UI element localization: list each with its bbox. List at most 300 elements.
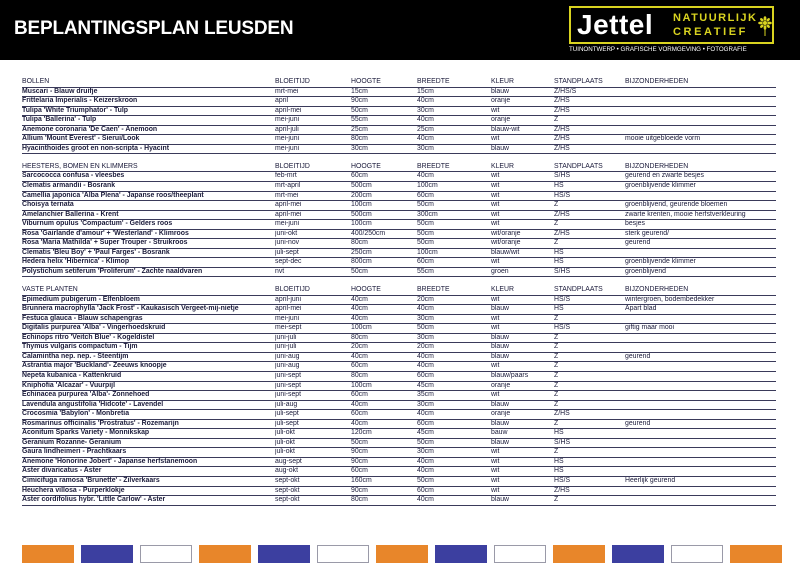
table-row bbox=[22, 296, 776, 306]
cell-height: 120cm bbox=[351, 429, 372, 437]
section-header-row bbox=[22, 78, 776, 88]
cell-height: 40cm bbox=[351, 305, 368, 313]
cell-notes: Apart blad bbox=[625, 305, 657, 313]
cell-notes: besjes bbox=[625, 220, 645, 228]
color-swatch bbox=[435, 545, 487, 563]
column-header-width: BREEDTE bbox=[417, 286, 450, 294]
cell-bloom-time: sept-okt bbox=[275, 486, 300, 494]
cell-color: blauw bbox=[491, 343, 510, 351]
cell-width: 45cm bbox=[417, 381, 434, 389]
column-header-height: HOOGTE bbox=[351, 162, 381, 170]
table-row bbox=[22, 401, 776, 411]
column-header-notes: BIJZONDERHEDEN bbox=[625, 78, 689, 85]
cell-bloom-time: mei-juni bbox=[275, 220, 300, 228]
cell-width: 60cm bbox=[417, 258, 434, 266]
cell-location: Z bbox=[554, 220, 559, 228]
table-row bbox=[22, 382, 776, 392]
cell-color: wit bbox=[491, 314, 500, 322]
cell-bloom-time: juli-sept bbox=[275, 419, 299, 427]
cell-bloom-time: aug-okt bbox=[275, 467, 298, 475]
cell-notes: geurend en zwarte besjes bbox=[625, 172, 704, 180]
cell-width: 60cm bbox=[417, 371, 434, 379]
table-row bbox=[22, 496, 776, 506]
column-header-height: HOOGTE bbox=[351, 78, 381, 85]
cell-location: Z/HS bbox=[554, 125, 570, 133]
cell-plant-name: Epimedium pubigerum - Elfenbloem bbox=[22, 295, 140, 303]
color-swatch bbox=[730, 545, 782, 563]
cell-location: S/HS bbox=[554, 172, 571, 180]
cell-location: Z/HS bbox=[554, 210, 570, 218]
table-row bbox=[22, 88, 776, 98]
cell-color: wit bbox=[491, 135, 500, 143]
cell-height: 60cm bbox=[351, 410, 368, 418]
cell-location: Z/HS bbox=[554, 486, 570, 494]
cell-width: 300cm bbox=[417, 210, 438, 218]
color-swatch bbox=[81, 545, 133, 563]
cell-location: Z bbox=[554, 362, 559, 370]
cell-notes: Heerlijk geurend bbox=[625, 476, 676, 484]
cell-height: 50cm bbox=[351, 106, 368, 114]
cell-notes: geurend bbox=[625, 352, 651, 360]
cell-color: oranje bbox=[491, 97, 511, 105]
cell-plant-name: Hedera helix 'Hibernica' - Klimop bbox=[22, 258, 130, 266]
cell-width: 40cm bbox=[417, 172, 434, 180]
cell-bloom-time: juli-sept bbox=[275, 248, 299, 256]
cell-location: Z/HS bbox=[554, 106, 570, 114]
color-swatch bbox=[199, 545, 251, 563]
cell-height: 40cm bbox=[351, 419, 368, 427]
cell-location: Z bbox=[554, 314, 559, 322]
table-row bbox=[22, 172, 776, 182]
logo-frame bbox=[569, 6, 774, 44]
section-spacer bbox=[22, 154, 776, 163]
cell-bloom-time: nvt bbox=[275, 267, 285, 275]
cell-height: 80cm bbox=[351, 239, 368, 247]
cell-location: Z bbox=[554, 333, 559, 341]
cell-notes: groenblijvend, geurende bloemen bbox=[625, 201, 728, 209]
cell-plant-name: Clematis armandii - Bosrank bbox=[22, 182, 116, 190]
table-row bbox=[22, 201, 776, 211]
cell-bloom-time: juni-sept bbox=[275, 371, 302, 379]
cell-color: wit bbox=[491, 467, 500, 475]
cell-location: HS/S bbox=[554, 295, 571, 303]
table-row bbox=[22, 448, 776, 458]
cell-color: blauw bbox=[491, 87, 510, 95]
cell-height: 160cm bbox=[351, 476, 372, 484]
cell-color: wit bbox=[491, 106, 500, 114]
cell-plant-name: Muscari - Blauw druifje bbox=[22, 87, 98, 95]
cell-location: Z/HS/S bbox=[554, 87, 577, 95]
cell-plant-name: Festuca glauca - Blauw schapengras bbox=[22, 314, 143, 322]
cell-color: blauw bbox=[491, 352, 510, 360]
cell-bloom-time: juli-aug bbox=[275, 400, 298, 408]
cell-width: 40cm bbox=[417, 410, 434, 418]
column-header-bloom-time: BLOEITIJD bbox=[275, 286, 310, 294]
cell-height: 90cm bbox=[351, 486, 368, 494]
cell-width: 35cm bbox=[417, 391, 434, 399]
page-title: BEPLANTINGSPLAN LEUSDEN bbox=[14, 18, 294, 39]
cell-height: 100cm bbox=[351, 201, 372, 209]
cell-width: 15cm bbox=[417, 87, 434, 95]
column-header-color: KLEUR bbox=[491, 78, 514, 85]
cell-height: 20cm bbox=[351, 343, 368, 351]
cell-width: 40cm bbox=[417, 352, 434, 360]
cell-location: Z bbox=[554, 201, 559, 209]
table-row bbox=[22, 107, 776, 117]
cell-plant-name: Gaura lindheimeri - Prachtkaars bbox=[22, 448, 127, 456]
cell-location: Z bbox=[554, 400, 559, 408]
cell-height: 100cm bbox=[351, 381, 372, 389]
cell-location: HS bbox=[554, 248, 564, 256]
cell-bloom-time: sept-okt bbox=[275, 496, 300, 504]
cell-color: wit bbox=[491, 191, 500, 199]
cell-width: 25cm bbox=[417, 125, 434, 133]
cell-plant-name: Aconitum Sparks Variety - Monnikskap bbox=[22, 429, 150, 437]
cell-location: HS/S bbox=[554, 324, 571, 332]
table-row bbox=[22, 420, 776, 430]
cell-bloom-time: sept-okt bbox=[275, 476, 300, 484]
cell-width: 40cm bbox=[417, 135, 434, 143]
cell-bloom-time: juni-sept bbox=[275, 391, 302, 399]
cell-width: 30cm bbox=[417, 333, 434, 341]
table-row bbox=[22, 324, 776, 334]
logo-subtitle-1: NATUURLIJK bbox=[673, 12, 758, 24]
cell-width: 100cm bbox=[417, 182, 438, 190]
cell-bloom-time: mrt-mei bbox=[275, 87, 299, 95]
cell-width: 50cm bbox=[417, 229, 434, 237]
cell-width: 30cm bbox=[417, 400, 434, 408]
column-header-width: BREEDTE bbox=[417, 162, 450, 170]
cell-color: wit bbox=[491, 295, 500, 303]
cell-bloom-time: april-mei bbox=[275, 305, 302, 313]
cell-location: HS/S bbox=[554, 476, 571, 484]
table-row bbox=[22, 116, 776, 126]
cell-plant-name: Rosa 'Gairlande d'amour' + 'Westerland' - Klimroos bbox=[22, 229, 189, 237]
cell-plant-name: Aster divaricatus - Aster bbox=[22, 467, 102, 475]
cell-width: 40cm bbox=[417, 467, 434, 475]
logo-tagline: TUINONTWERP • GRAFISCHE VORMGEVING • FOTOGRAFIE bbox=[569, 46, 747, 53]
cell-width: 40cm bbox=[417, 496, 434, 504]
cell-bloom-time: juni-juli bbox=[275, 343, 297, 351]
table-row bbox=[22, 467, 776, 477]
cell-color: blauw bbox=[491, 438, 510, 446]
cell-height: 60cm bbox=[351, 172, 368, 180]
cell-bloom-time: juni-aug bbox=[275, 352, 300, 360]
cell-color: groen bbox=[491, 267, 509, 275]
cell-width: 20cm bbox=[417, 343, 434, 351]
cell-height: 25cm bbox=[351, 125, 368, 133]
cell-width: 45cm bbox=[417, 429, 434, 437]
table-row bbox=[22, 305, 776, 315]
table-row bbox=[22, 268, 776, 278]
cell-plant-name: Sarcococca confusa - vleesbes bbox=[22, 172, 125, 180]
cell-plant-name: Viburnum opulus 'Compactum' - Gelders roos bbox=[22, 220, 173, 228]
cell-color: wit bbox=[491, 448, 500, 456]
table-row bbox=[22, 410, 776, 420]
cell-width: 50cm bbox=[417, 476, 434, 484]
table-row bbox=[22, 458, 776, 468]
table-row bbox=[22, 230, 776, 240]
logo-subtitle-2: CREATIEF bbox=[673, 26, 748, 38]
cell-color: wit bbox=[491, 486, 500, 494]
cell-color: bauw bbox=[491, 429, 508, 437]
cell-color: blauw bbox=[491, 496, 510, 504]
cell-plant-name: Brunnera macrophylla 'Jack Frost' - Kaukasisch Vergeet-mij-nietje bbox=[22, 305, 239, 313]
cell-plant-name: Rosmarinus officinalis 'Prostratus' - Rozemarijn bbox=[22, 419, 179, 427]
cell-height: 30cm bbox=[351, 144, 368, 152]
section-title: BOLLEN bbox=[22, 78, 50, 85]
cell-plant-name: Tulipa 'White Triumphator' - Tulp bbox=[22, 106, 128, 114]
cell-plant-name: Rosa 'Maria Mathilda' + Super Trouper - Struikroos bbox=[22, 239, 188, 247]
cell-plant-name: Clematis 'Bleu Boy' + 'Paul Farges' - Bosrank bbox=[22, 248, 170, 256]
cell-bloom-time: april-mei bbox=[275, 106, 302, 114]
cell-width: 50cm bbox=[417, 324, 434, 332]
cell-bloom-time: april bbox=[275, 97, 289, 105]
cell-bloom-time: mei-juni bbox=[275, 314, 300, 322]
cell-color: wit/oranje bbox=[491, 229, 521, 237]
cell-plant-name: Polystichum setiferum 'Proliferum' - Zachte naaldvaren bbox=[22, 267, 203, 275]
section-header-row bbox=[22, 163, 776, 173]
cell-location: HS bbox=[554, 429, 564, 437]
cell-notes: groenblijvende klimmer bbox=[625, 182, 696, 190]
cell-height: 200cm bbox=[351, 191, 372, 199]
cell-plant-name: Amelanchier Ballerina - Krent bbox=[22, 210, 119, 218]
color-swatch bbox=[376, 545, 428, 563]
cell-bloom-time: juli-okt bbox=[275, 438, 295, 446]
cell-bloom-time: juni-nov bbox=[275, 239, 300, 247]
table-row bbox=[22, 258, 776, 268]
cell-color: wit bbox=[491, 201, 500, 209]
cell-notes: geurend bbox=[625, 419, 651, 427]
table-row bbox=[22, 353, 776, 363]
cell-plant-name: Digitalis purpurea 'Alba' - Vingerhoedskruid bbox=[22, 324, 166, 332]
cell-bloom-time: mei-juni bbox=[275, 116, 300, 124]
cell-height: 60cm bbox=[351, 467, 368, 475]
cell-location: Z bbox=[554, 352, 559, 360]
cell-location: Z/HS bbox=[554, 144, 570, 152]
cell-notes: giftig maar mooi bbox=[625, 324, 675, 332]
cell-plant-name: Lavendula angustifolia 'Hidcote' - Lavendel bbox=[22, 400, 164, 408]
cell-color: wit bbox=[491, 324, 500, 332]
cell-bloom-time: mrt-april bbox=[275, 182, 301, 190]
column-header-bloom-time: BLOEITIJD bbox=[275, 162, 310, 170]
cell-bloom-time: juni-juli bbox=[275, 333, 297, 341]
cell-color: blauw-wit bbox=[491, 125, 520, 133]
cell-notes: mooie uitgebloeide vorm bbox=[625, 135, 701, 143]
table-row bbox=[22, 97, 776, 107]
cell-width: 50cm bbox=[417, 201, 434, 209]
cell-width: 30cm bbox=[417, 314, 434, 322]
cell-location: S/HS bbox=[554, 438, 571, 446]
column-header-height: HOOGTE bbox=[351, 286, 381, 294]
cell-color: blauw bbox=[491, 400, 510, 408]
cell-color: wit bbox=[491, 172, 500, 180]
column-header-location: STANDPLAATS bbox=[554, 286, 603, 294]
cell-plant-name: Astrantia major 'Buckland'- Zeeuws knoopje bbox=[22, 362, 167, 370]
cell-width: 50cm bbox=[417, 239, 434, 247]
cell-height: 90cm bbox=[351, 448, 368, 456]
jettel-logo bbox=[569, 6, 774, 54]
cell-height: 500cm bbox=[351, 182, 372, 190]
cell-plant-name: Nepeta kubanica - Kattenkruid bbox=[22, 371, 122, 379]
cell-height: 80cm bbox=[351, 333, 368, 341]
cell-width: 60cm bbox=[417, 486, 434, 494]
cell-height: 60cm bbox=[351, 362, 368, 370]
cell-height: 80cm bbox=[351, 371, 368, 379]
cell-color: oranje bbox=[491, 410, 511, 418]
cell-width: 20cm bbox=[417, 295, 434, 303]
cell-width: 30cm bbox=[417, 106, 434, 114]
column-header-bloom-time: BLOEITIJD bbox=[275, 78, 310, 85]
table-row bbox=[22, 391, 776, 401]
cell-color: blauw bbox=[491, 333, 510, 341]
color-swatch bbox=[258, 545, 310, 563]
cell-height: 50cm bbox=[351, 438, 368, 446]
color-swatch bbox=[317, 545, 369, 563]
cell-bloom-time: mei-sept bbox=[275, 324, 302, 332]
cell-location: Z bbox=[554, 419, 559, 427]
table-row bbox=[22, 343, 776, 353]
cell-location: HS bbox=[554, 182, 564, 190]
cell-bloom-time: juli-okt bbox=[275, 448, 295, 456]
cell-color: wit/oranje bbox=[491, 239, 521, 247]
cell-plant-name: Hyacinthoides groot en non-scripta - Hyacint bbox=[22, 144, 170, 152]
cell-bloom-time: april-mei bbox=[275, 201, 302, 209]
cell-color: wit bbox=[491, 391, 500, 399]
cell-height: 40cm bbox=[351, 400, 368, 408]
cell-height: 800cm bbox=[351, 258, 372, 266]
cell-width: 30cm bbox=[417, 144, 434, 152]
color-swatch bbox=[671, 545, 723, 563]
table-row bbox=[22, 145, 776, 155]
cell-height: 40cm bbox=[351, 295, 368, 303]
cell-height: 100cm bbox=[351, 220, 372, 228]
cell-plant-name: Calamintha nep. nep. - Steentijm bbox=[22, 352, 129, 360]
cell-location: Z bbox=[554, 371, 559, 379]
cell-location: Z/HS bbox=[554, 229, 570, 237]
cell-location: Z bbox=[554, 391, 559, 399]
cell-bloom-time: aug-sept bbox=[275, 457, 302, 465]
column-header-notes: BIJZONDERHEDEN bbox=[625, 286, 689, 294]
cell-bloom-time: mrt-mei bbox=[275, 191, 299, 199]
cell-bloom-time: juli-okt bbox=[275, 429, 295, 437]
cell-color: blauw bbox=[491, 144, 510, 152]
flower-icon bbox=[757, 16, 773, 36]
logo-name: Jettel bbox=[577, 9, 654, 40]
cell-width: 50cm bbox=[417, 438, 434, 446]
cell-width: 60cm bbox=[417, 191, 434, 199]
cell-plant-name: Geranium Rozanne- Geranium bbox=[22, 438, 122, 446]
cell-width: 55cm bbox=[417, 267, 434, 275]
table-row bbox=[22, 429, 776, 439]
color-swatch bbox=[612, 545, 664, 563]
cell-notes: zwarte krenten, mooie herfstverkleuring bbox=[625, 210, 746, 218]
cell-width: 40cm bbox=[417, 457, 434, 465]
cell-height: 90cm bbox=[351, 457, 368, 465]
cell-location: Z/HS bbox=[554, 410, 570, 418]
cell-height: 400/250cm bbox=[351, 229, 386, 237]
cell-color: blauw bbox=[491, 419, 510, 427]
section-title: HEESTERS, BOMEN EN KLIMMERS bbox=[22, 162, 138, 170]
cell-location: S/HS bbox=[554, 267, 571, 275]
column-header-color: KLEUR bbox=[491, 286, 514, 294]
table-row bbox=[22, 182, 776, 192]
cell-height: 60cm bbox=[351, 391, 368, 399]
cell-location: Z/HS bbox=[554, 135, 570, 143]
table-row bbox=[22, 477, 776, 487]
cell-location: Z bbox=[554, 381, 559, 389]
cell-plant-name: Anemone 'Honorine Jobert' - Japanse herfstanemoon bbox=[22, 457, 198, 465]
cell-plant-name: Crocosmia 'Babylon' - Monbretia bbox=[22, 410, 130, 418]
table-row bbox=[22, 334, 776, 344]
cell-height: 100cm bbox=[351, 324, 372, 332]
cell-width: 100cm bbox=[417, 248, 438, 256]
cell-bloom-time: mei-juni bbox=[275, 144, 300, 152]
cell-plant-name: Tulipa 'Ballerina' - Tulp bbox=[22, 116, 97, 124]
table-row bbox=[22, 192, 776, 202]
table-row bbox=[22, 135, 776, 145]
column-header-notes: BIJZONDERHEDEN bbox=[625, 162, 689, 170]
cell-width: 60cm bbox=[417, 419, 434, 427]
cell-height: 500cm bbox=[351, 210, 372, 218]
cell-height: 40cm bbox=[351, 314, 368, 322]
cell-location: Z bbox=[554, 496, 559, 504]
color-swatch bbox=[140, 545, 192, 563]
column-header-location: STANDPLAATS bbox=[554, 78, 603, 85]
cell-notes: geurend bbox=[625, 239, 651, 247]
cell-height: 250cm bbox=[351, 248, 372, 256]
cell-location: HS bbox=[554, 457, 564, 465]
cell-plant-name: Heuchera villosa - Purperklokje bbox=[22, 486, 125, 494]
cell-bloom-time: juni-okt bbox=[275, 229, 298, 237]
cell-plant-name: Aster cordifolius hybr. 'Little Carlow' - Aster bbox=[22, 496, 166, 504]
cell-bloom-time: april-juli bbox=[275, 125, 299, 133]
cell-location: Z bbox=[554, 448, 559, 456]
cell-color: wit bbox=[491, 210, 500, 218]
cell-width: 40cm bbox=[417, 97, 434, 105]
cell-color: wit bbox=[491, 220, 500, 228]
cell-plant-name: Allium 'Mount Everest' - Sierui/Look bbox=[22, 135, 140, 143]
table-row bbox=[22, 439, 776, 449]
cell-plant-name: Cimicifuga ramosa 'Brunette' - Zilverkaars bbox=[22, 476, 160, 484]
section-header-row bbox=[22, 286, 776, 296]
cell-bloom-time: april-juni bbox=[275, 295, 302, 303]
cell-color: blauw/paars bbox=[491, 371, 529, 379]
cell-notes: groenblijvend bbox=[625, 267, 666, 275]
cell-plant-name: Frittelaria Imperialis - Keizerskroon bbox=[22, 97, 138, 105]
cell-notes: sterk geurend/ bbox=[625, 229, 670, 237]
cell-color: blauw bbox=[491, 305, 510, 313]
cell-height: 80cm bbox=[351, 135, 368, 143]
cell-color: blauw/wit bbox=[491, 248, 520, 256]
table-row bbox=[22, 249, 776, 259]
cell-width: 40cm bbox=[417, 362, 434, 370]
cell-location: Z bbox=[554, 116, 559, 124]
cell-color: wit bbox=[491, 476, 500, 484]
column-header-color: KLEUR bbox=[491, 162, 514, 170]
cell-notes: groenblijvende klimmer bbox=[625, 258, 696, 266]
table-row bbox=[22, 315, 776, 325]
column-header-location: STANDPLAATS bbox=[554, 162, 603, 170]
cell-location: HS bbox=[554, 258, 564, 266]
table-row bbox=[22, 362, 776, 372]
cell-bloom-time: april-mei bbox=[275, 210, 302, 218]
cell-height: 40cm bbox=[351, 352, 368, 360]
cell-color: wit bbox=[491, 182, 500, 190]
cell-bloom-time: mei-juni bbox=[275, 135, 300, 143]
cell-plant-name: Choisya ternata bbox=[22, 201, 74, 209]
table-row bbox=[22, 372, 776, 382]
